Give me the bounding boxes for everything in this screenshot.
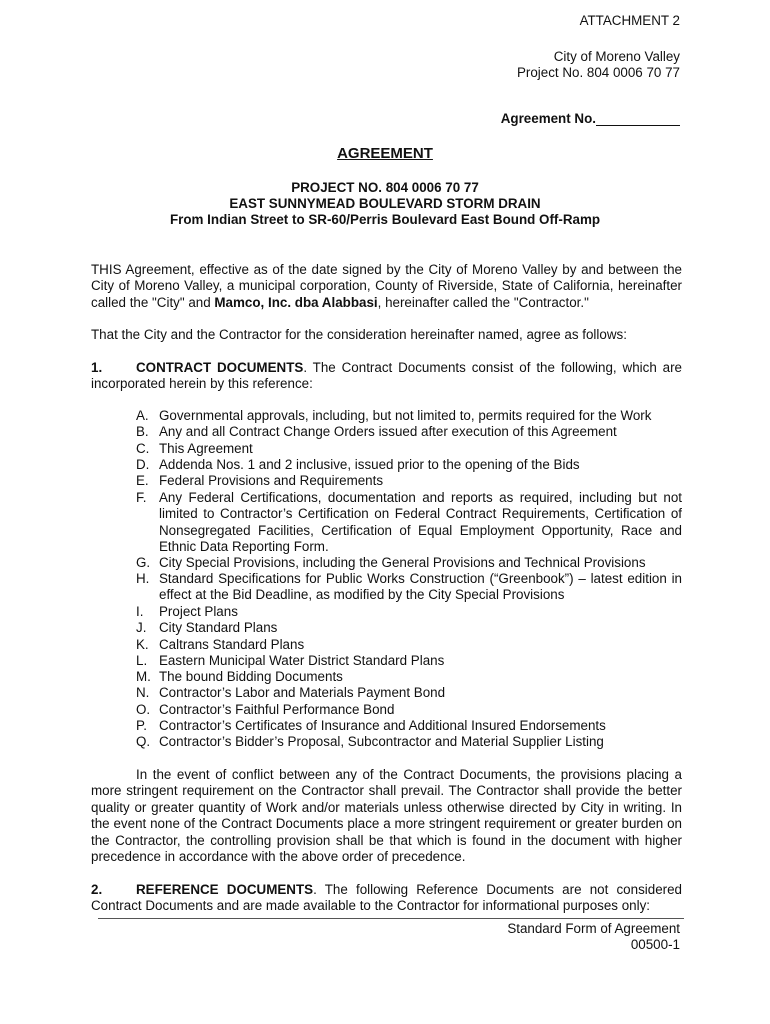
project-title: PROJECT NO. 804 0006 70 77 [291,180,479,195]
list-item [136,620,682,636]
list-text: Addenda Nos. 1 and 2 inclusive, issued prior to the opening of the Bids [159,457,580,472]
list-letter: C. [136,441,150,456]
section-1-number: 1. [91,360,103,375]
list-letter: A. [136,408,149,423]
list-text: Contractor’s Certificates of Insurance and Additional Insured Endorsements [159,718,606,733]
list-text: City Special Provisions, including the General Provisions and Technical Provisions [159,555,646,570]
list-item [136,571,682,604]
list-letter: P. [136,718,147,733]
list-item [136,408,682,424]
agreement-number-blank[interactable] [596,112,680,126]
section-1-heading: CONTRACT DOCUMENTS [136,360,304,375]
list-letter: M. [136,669,151,684]
consideration-paragraph: That the City and the Contractor for the consideration hereinafter named, agree as follows: [91,327,627,342]
list-letter: O. [136,702,151,717]
list-letter: I. [136,604,144,619]
list-text: Any and all Contract Change Orders issued after execution of this Agreement [159,424,617,439]
section-2-number: 2. [91,882,103,897]
list-letter: B. [136,424,149,439]
list-text: Any Federal Certifications, documentation and reports as required, including but not limited to Contractor’s Certification on Federal Contract Requirements, Certification of Nonsegregated Facilities, Certification of Equal Employment Opportunity, Race and Ethnic Data Reporting Form. [159,490,682,554]
list-item [136,685,682,701]
list-text: Federal Provisions and Requirements [159,473,384,488]
intro-text-1: THIS Agreement, effective as of the date signed by the City of Moreno Valley by and between the City of Moreno Valley, a municipal corporation, County of Riverside, State of California, hereinafter called the "City" and [91,262,682,310]
list-item [136,490,682,555]
intro-text-2: , hereinafter called the "Contractor." [377,294,589,310]
list-text: Contractor’s Labor and Materials Payment Bond [159,685,446,700]
section-1-text: . The Contract Documents consist of the following, which are incorporated herein by this reference: [91,360,682,392]
list-letter: L. [136,653,148,668]
section-2-text: . The following Reference Documents are not considered Contract Documents and are made available to the Contractor for informational purposes only: [91,882,683,914]
section-2-heading: REFERENCE DOCUMENTS [136,882,314,897]
list-text: Contractor’s Faithful Performance Bond [159,702,395,717]
document-title: AGREEMENT [337,145,433,162]
list-item [136,555,682,571]
section-2 [91,882,682,915]
list-letter: H. [136,571,150,586]
list-letter: F. [136,490,147,505]
list-letter: D. [136,457,150,472]
list-letter: N. [136,685,150,700]
intro-paragraph [91,262,682,311]
list-item [136,604,682,620]
list-item [136,424,682,440]
contractor-name: Mamco, Inc. dba Alabbasi [214,294,378,310]
list-text: Contractor’s Bidder’s Proposal, Subcontractor and Material Supplier Listing [159,734,604,749]
list-item [136,734,682,750]
list-text: Project Plans [159,604,238,619]
agreement-number [501,111,680,126]
list-letter: Q. [136,734,151,749]
list-item [136,473,682,489]
list-letter: K. [136,637,149,652]
list-letter: E. [136,473,149,488]
list-text: This Agreement [159,441,253,456]
agreement-number-label: Agreement No. [500,111,596,126]
list-letter: G. [136,555,151,570]
footer-page-code: 00500-1 [630,937,680,952]
list-text: Governmental approvals, including, but not limited to, permits required for the Work [159,408,652,423]
list-text: The bound Bidding Documents [159,669,343,684]
list-item [136,669,682,685]
list-item [136,653,682,669]
list-item [136,702,682,718]
footer-divider [98,918,684,919]
section-1 [91,360,682,393]
list-text: Eastern Municipal Water District Standard Plans [159,653,445,668]
list-item [136,718,682,734]
city-name: City of Moreno Valley [553,49,680,64]
attachment-label: ATTACHMENT 2 [579,13,680,28]
project-limits: From Indian Street to SR-60/Perris Boulevard East Bound Off-Ramp [169,212,601,227]
list-item [136,457,682,473]
project-subject: EAST SUNNYMEAD BOULEVARD STORM DRAIN [229,196,541,211]
list-letter: J. [136,620,147,635]
project-number: Project No. 804 0006 70 77 [516,65,680,80]
list-item [136,637,682,653]
footer-form-name: Standard Form of Agreement [507,921,680,936]
list-item [136,441,682,457]
list-text: Standard Specifications for Public Works Construction (“Greenbook”) – latest edition in effect at the Bid Deadline, as modified by the City Special Provisions [159,571,682,603]
conflict-paragraph: In the event of conflict between any of the Contract Documents, the provisions placing a more stringent requirement on the Contractor shall prevail. The Contractor shall provide the better quality or greater quantity of Work and/or materials unless otherwise directed by City in writing. In the event none of the Contract Documents place a more stringent requirement or greater burden on the Contractor, the controlling provision shall be that which is found in the document with higher precedence in accordance with the above order of precedence. [91,767,682,865]
list-text: Caltrans Standard Plans [159,637,305,652]
list-text: City Standard Plans [159,620,278,635]
